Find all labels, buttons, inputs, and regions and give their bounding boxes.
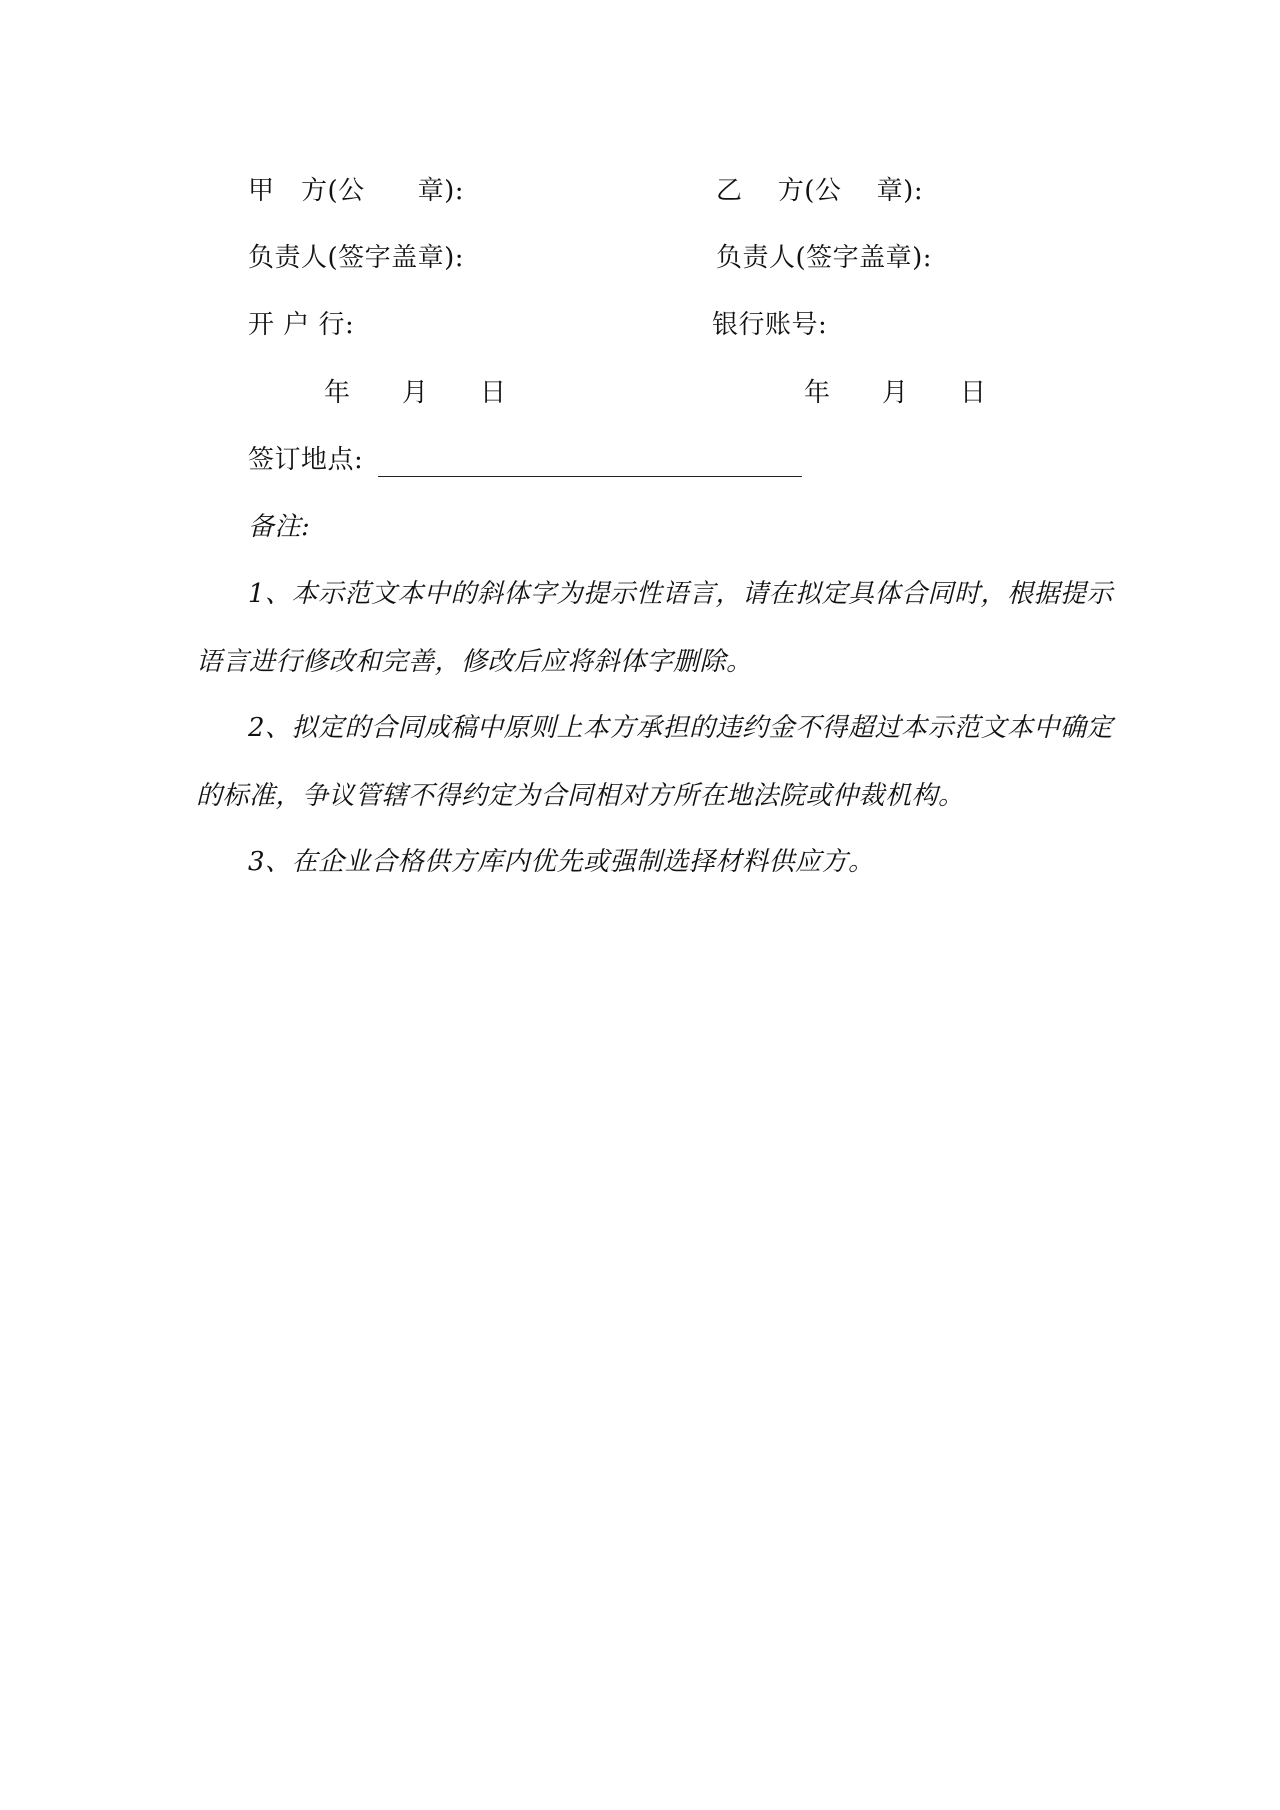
party-a-representative: 负责人(签字盖章):	[248, 243, 465, 273]
date-left-month: 月	[402, 378, 429, 408]
date-right-month: 月	[882, 378, 909, 408]
note-item-3: 3、在企业合格供方库内优先或强制选择材料供应方。	[248, 847, 875, 877]
note-item-1-line-1: 1、本示范文本中的斜体字为提示性语言，请在拟定具体合同时，根据提示	[248, 579, 1114, 609]
account-label: 银行账号:	[712, 310, 828, 340]
party-b-label: 乙 方(公 章):	[716, 176, 924, 206]
party-b-representative: 负责人(签字盖章):	[716, 243, 933, 273]
note-item-1-line-2: 语言进行修改和完善，修改后应将斜体字删除。	[196, 647, 753, 677]
note-item-2-line-1: 2、拟定的合同成稿中原则上本方承担的违约金不得超过本示范文本中确定	[248, 713, 1114, 743]
party-a-label: 甲 方(公 章):	[248, 176, 465, 206]
date-right-year: 年	[804, 378, 831, 408]
date-right-day: 日	[960, 378, 987, 408]
bank-label: 开 户 行:	[248, 310, 355, 340]
note-item-2-line-2: 的标准，争议管辖不得约定为合同相对方所在地法院或仲裁机构。	[196, 781, 965, 811]
sign-place-label: 签订地点:	[248, 445, 364, 475]
date-left-day: 日	[480, 378, 507, 408]
sign-place-blank-line	[378, 476, 802, 477]
notes-title: 备注:	[248, 512, 311, 542]
date-left-year: 年	[324, 378, 351, 408]
